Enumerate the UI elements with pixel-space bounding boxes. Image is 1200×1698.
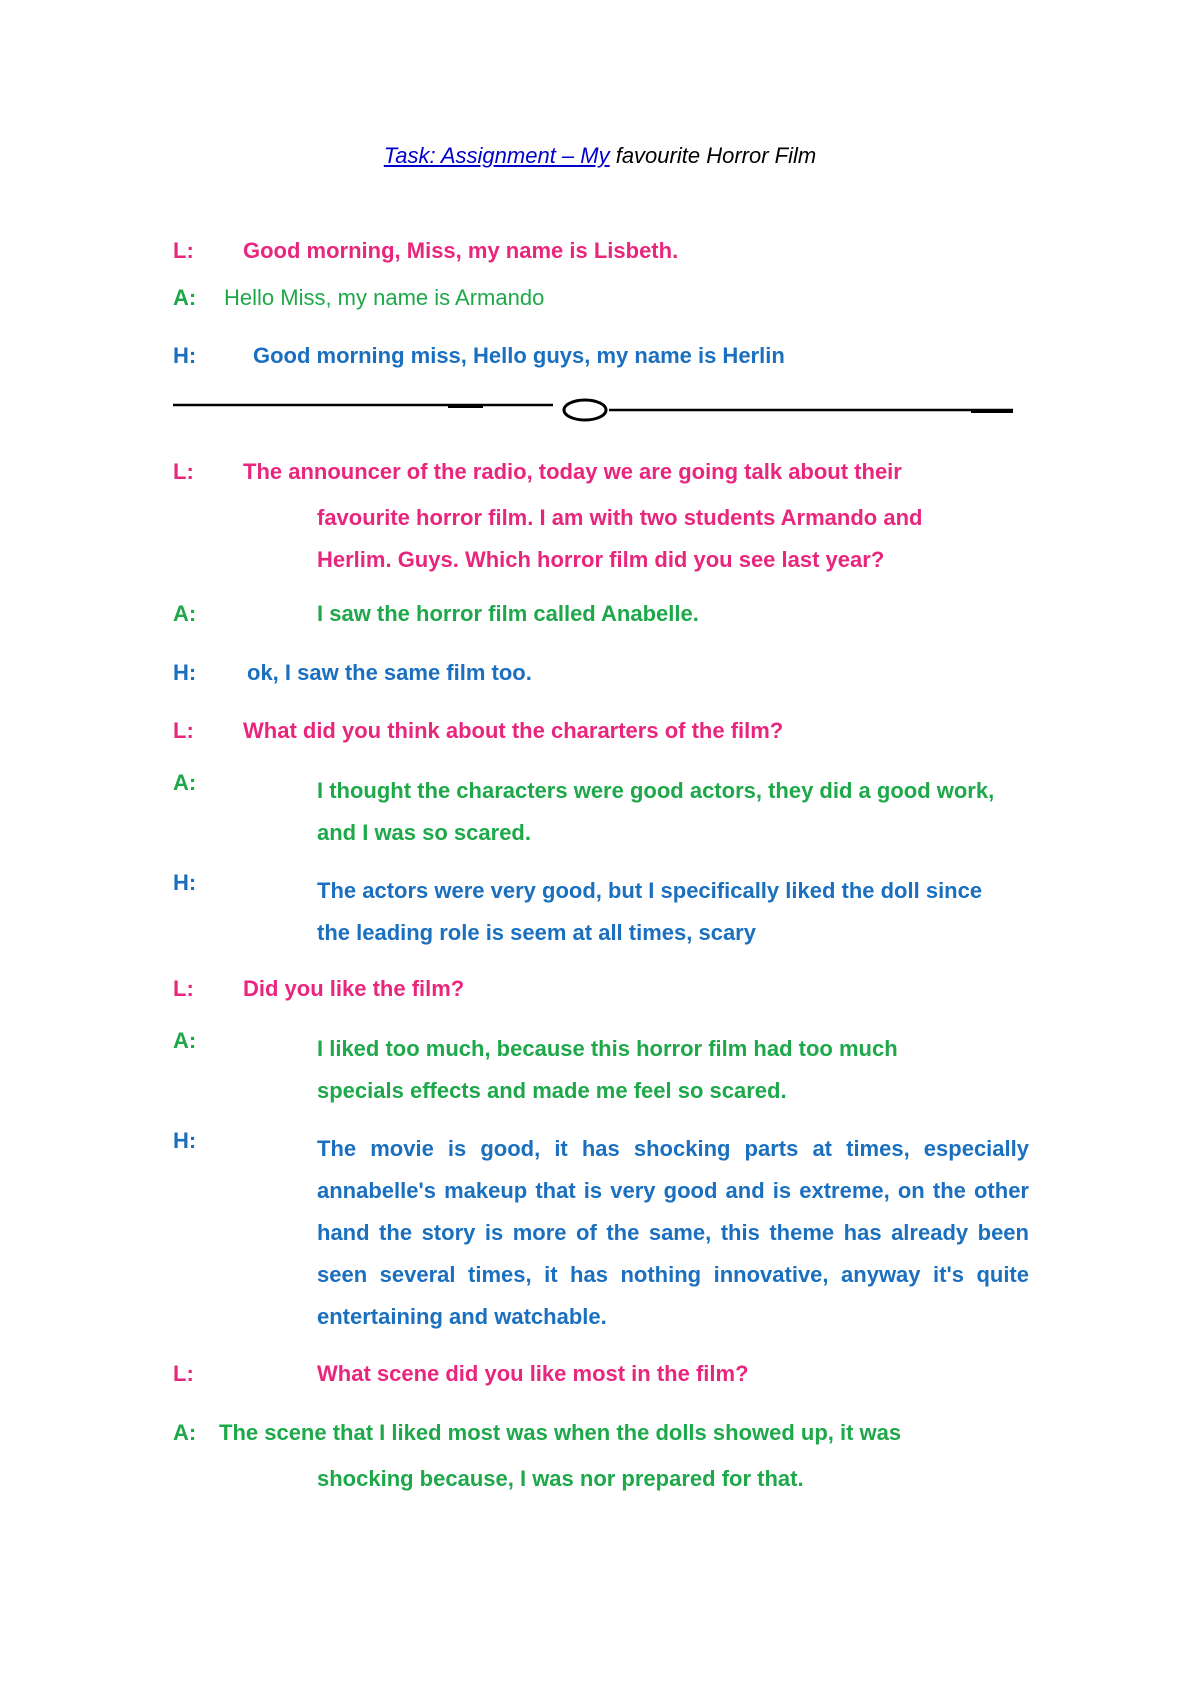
- speaker-label: L:: [173, 1361, 194, 1386]
- intro-text: Good morning, Miss, my name is Lisbeth.: [243, 238, 679, 263]
- title-rest: favourite Horror Film: [609, 143, 817, 168]
- speaker-label: A:: [173, 285, 197, 310]
- title-link[interactable]: Task: Assignment – My: [383, 143, 610, 168]
- dialogue-text: ok, I saw the same film too.: [247, 660, 532, 685]
- dialogue-text: Did you like the film?: [243, 976, 465, 1001]
- dialogue-text: The movie is good, it has shocking parts at times, especially annabelle's makeup that is very good and is extreme, on the other hand the story is more of the same, this theme has already been seen several times, it has nothing innovative, anyway it's quite entertaining and watchable.: [317, 1136, 1029, 1329]
- dialogue-text: What scene did you like most in the film?: [317, 1361, 749, 1386]
- dialogue-text: The actors were very good, but I specifically liked the doll since the leading role is seem at all times, scary: [317, 878, 983, 945]
- speaker-label: A:: [173, 601, 197, 626]
- speaker-label: L:: [173, 238, 194, 263]
- speaker-label: H:: [173, 660, 197, 685]
- speaker-label: A:: [173, 770, 197, 795]
- speaker-label: H:: [173, 870, 197, 895]
- speaker-label: H:: [173, 343, 197, 368]
- dialogue-text-continued: favourite horror film. I am with two students Armando and Herlim. Guys. Which horror film did you see last year?: [317, 505, 923, 572]
- speaker-label: L:: [173, 976, 194, 1001]
- speaker-label: L:: [173, 718, 194, 743]
- dialogue-text-continued: shocking because, I was nor prepared for that.: [317, 1466, 804, 1491]
- dialogue-text: I thought the characters were good actors, they did a good work, and I was so scared.: [317, 778, 995, 845]
- speaker-label: H:: [173, 1128, 197, 1153]
- speaker-label: A:: [173, 1420, 197, 1445]
- dialogue-text: The announcer of the radio, today we are going talk about their: [243, 459, 902, 484]
- dialogue-text: What did you think about the chararters of the film?: [243, 718, 784, 743]
- page-title: [0, 143, 1200, 169]
- intro-text: Good morning miss, Hello guys, my name is Herlin: [253, 343, 785, 368]
- section-divider: [173, 395, 1013, 425]
- dialogue-text: I liked too much, because this horror film had too much specials effects and made me feel so scared.: [317, 1036, 898, 1103]
- speaker-label: A:: [173, 1028, 197, 1053]
- dialogue-text: I saw the horror film called Anabelle.: [317, 601, 699, 626]
- dialogue-text: The scene that I liked most was when the dolls showed up, it was: [219, 1420, 902, 1445]
- intro-text: Hello Miss, my name is Armando: [224, 285, 545, 310]
- speaker-label: L:: [173, 459, 194, 484]
